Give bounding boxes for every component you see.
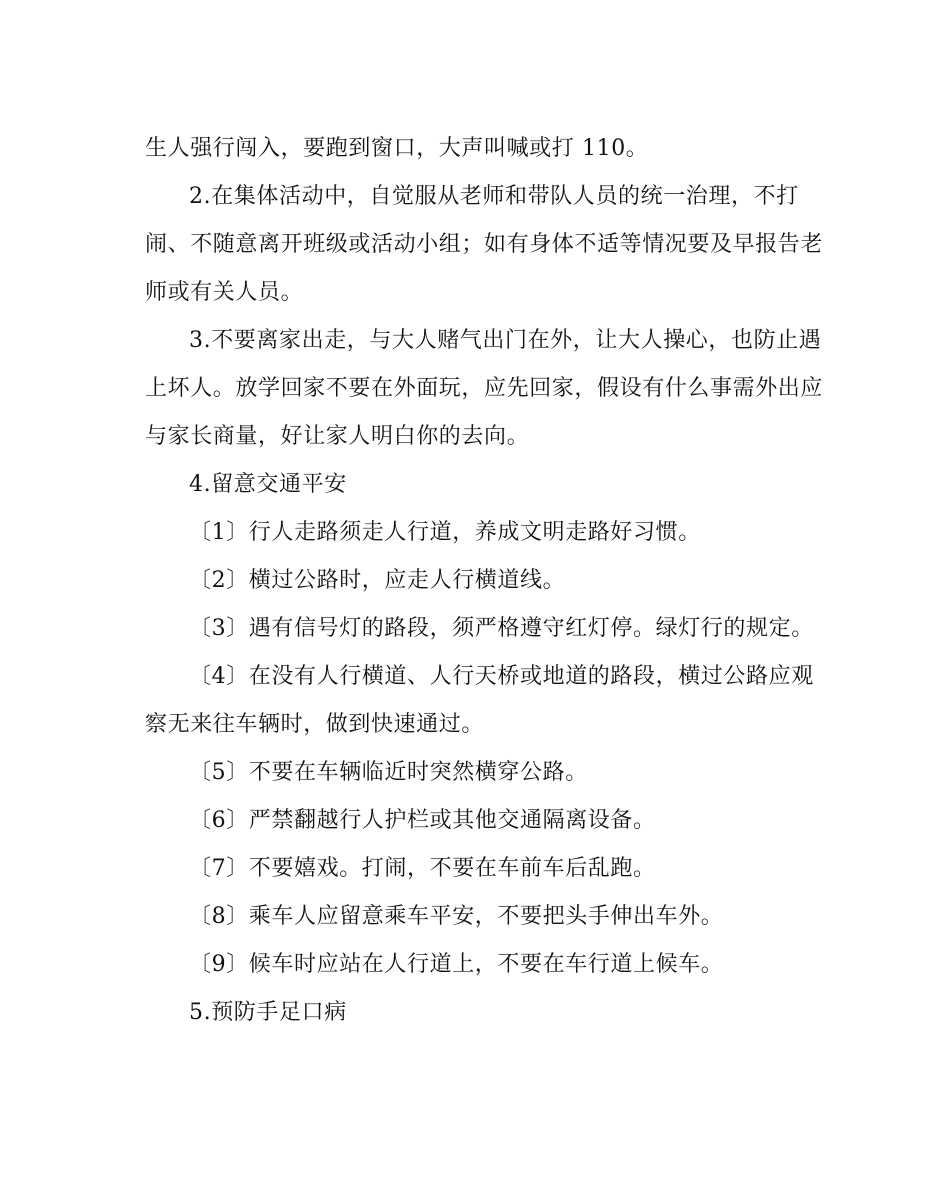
text-line: 生人强行闯入，要跑到窗口，大声叫喊或打 110。 — [145, 136, 649, 161]
sub-item-9: 〔9〕候车时应站在人行道上，不要在车行道上候车。 — [189, 952, 724, 977]
sub-item-3: 〔3〕遇有信号灯的路段，须严格遵守红灯停。绿灯行的规定。 — [189, 616, 814, 641]
text-line: 上坏人。放学回家不要在外面玩，应先回家，假设有什么事需外出应 — [145, 376, 824, 401]
sub-item-6: 〔6〕严禁翻越行人护栏或其他交通隔离设备。 — [189, 808, 656, 833]
text-line: 与家长商量，好让家人明白你的去向。 — [145, 424, 530, 449]
sub-item-8: 〔8〕乘车人应留意乘车平安，不要把头手伸出车外。 — [189, 904, 724, 929]
section-heading-5: 5.预防手足口病 — [189, 1000, 347, 1025]
list-item-3: 3.不要离家出走，与大人赌气出门在外，让大人操心，也防止遇 — [189, 328, 822, 353]
text-line: 察无来往车辆时，做到快速通过。 — [145, 712, 485, 737]
sub-item-7: 〔7〕不要嬉戏。打闹，不要在车前车后乱跑。 — [189, 856, 656, 881]
text-line: 师或有关人员。 — [145, 280, 304, 305]
sub-item-5: 〔5〕不要在车辆临近时突然横穿公路。 — [189, 760, 588, 785]
text-line: 闹、不随意离开班级或活动小组；如有身体不适等情况要及早报告老 — [145, 232, 824, 257]
sub-item-2: 〔2〕横过公路时，应走人行横道线。 — [189, 568, 566, 593]
sub-item-1: 〔1〕行人走路须走人行道，养成文明走路好习惯。 — [189, 520, 701, 545]
document-body — [145, 125, 824, 1037]
list-item-2: 2.在集体活动中，自觉服从老师和带队人员的统一治理，不打 — [189, 184, 799, 209]
sub-item-4: 〔4〕在没有人行横道、人行天桥或地道的路段，横过公路应观 — [189, 664, 814, 689]
section-heading-4: 4.留意交通平安 — [189, 472, 347, 497]
